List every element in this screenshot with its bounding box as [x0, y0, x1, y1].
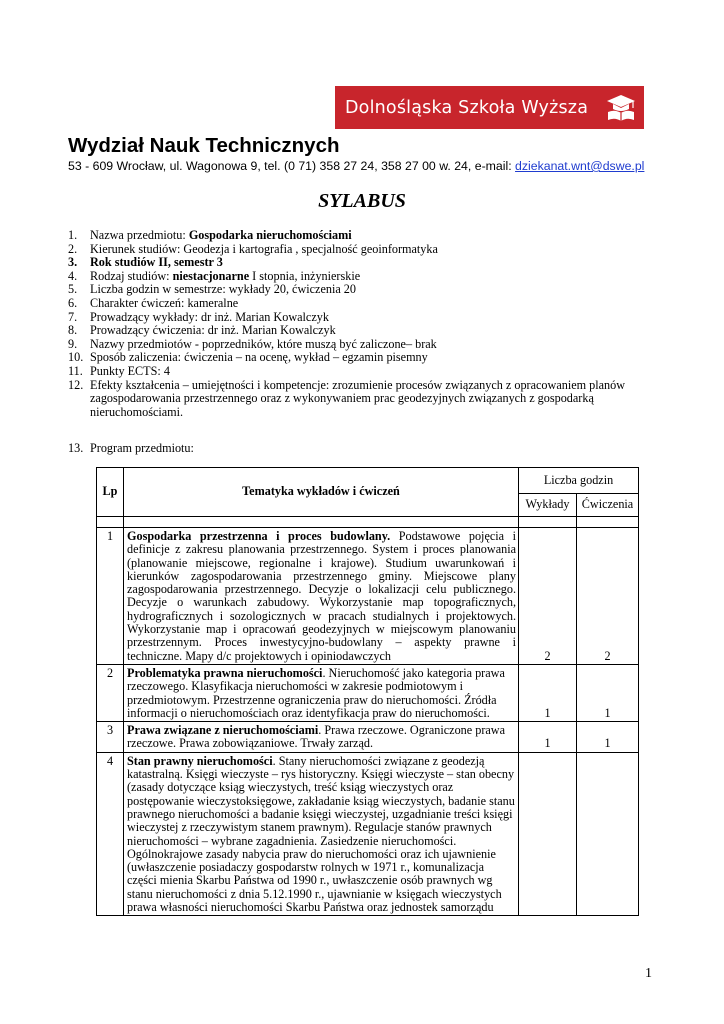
row-lp: 2 [97, 664, 124, 721]
row-exercises: 2 [577, 528, 639, 665]
syllabus-items [68, 229, 638, 419]
row-lp: 3 [97, 722, 124, 753]
syllabus-item: 5. Liczba godzin w semestrze: wykłady 20, ćwiczenia 20 [68, 282, 356, 297]
row-topic: Stan prawny nieruchomości. Stany nieruchomości związane z geodezją katastralną. Księgi wieczyste – rys historyczny. Księgi wieczyste – stan obecny (zasady dotyczące ksiąg wieczystych, treść ksiąg wieczystych oraz postępowanie wieczystoksięgowe, zakładanie ksiąg wieczystych, badanie stanu prawnego nieruchomości a badanie księgi wieczystej, uzgadnianie treści księgi wieczystej z rzeczywistym stanem prawnym). Regulacje stanów prawnych nieruchomości – wybrane zagadnienia. Zasiedzenie nieruchomości. Ogólnokrajowe zasady nabycia praw do nieruchomości oraz ich ujawnienie (uwłaszczenie posiadaczy gospodarstw rolnych w 1971 r., komunalizacja części mienia Skarbu Państwa od 1990 r., uwłaszczenie osób prawnych wg stanu nieruchomości z dnia 5.12.1990 r., ujawnianie w księgach wieczystych prawa własności nieruchomości Skarbu Państwa oraz jednostek samorządu [124, 752, 519, 916]
row-lectures: 2 [519, 528, 577, 665]
table-row [97, 752, 639, 916]
syllabus-item: 3. Rok studiów II, semestr 3 [68, 255, 223, 270]
syllabus-item: 10. Sposób zaliczenia: ćwiczenia – na ocenę, wykład – egzamin pisemny [68, 350, 428, 365]
email-link[interactable]: dziekanat.wnt@dswe.pl [515, 159, 645, 173]
syllabus-item: 9. Nazwy przedmiotów - poprzedników, które muszą być zaliczone– brak [68, 336, 437, 351]
page-number: 1 [645, 966, 652, 981]
program-heading: 13. Program przedmiotu: [68, 441, 194, 455]
row-lectures: 1 [519, 722, 577, 753]
row-topic: Problematyka prawna nieruchomości. Nieruchomość jako kategoria prawa rzeczowego. Klasyfikacja nieruchomości w zakresie podmiotowym i przedmiotowym. Przestrzenne ograniczenia praw do nieruchomości. Źródła informacji o nieruchomościach oraz identyfikacja praw do nieruchomości. [124, 664, 519, 721]
header-topic: Tematyka wykładów i ćwiczeń [124, 468, 519, 517]
syllabus-item: 11. Punkty ECTS: 4 [68, 363, 170, 378]
syllabus-item: 8. Prowadzący ćwiczenia: dr inż. Marian Kowalczyk [68, 323, 336, 338]
header-exercises: Ćwiczenia [577, 494, 639, 517]
row-exercises: 1 [577, 722, 639, 753]
syllabus-item: 1. Nazwa przedmiotu: Gospodarka nieruchomościami [68, 228, 352, 242]
school-banner [335, 86, 644, 129]
row-lectures [519, 752, 577, 916]
school-name: Dolnośląska Szkoła Wyższa [345, 97, 589, 118]
syllabus-item: 6. Charakter ćwiczeń: kameralne [68, 295, 239, 310]
table-row [97, 528, 639, 665]
graduation-cap-book-icon [604, 91, 638, 124]
spacer-row [97, 517, 639, 528]
row-exercises [577, 752, 639, 916]
syllabus-item: 4. Rodzaj studiów: niestacjonarne I stopnia, inżynierskie [68, 268, 361, 283]
faculty-address: 53 - 609 Wrocław, ul. Wagonowa 9, tel. (0 71) 358 27 24, 358 27 00 w. 24, e-mail: dziekanat.wnt@dswe.pl [68, 159, 645, 173]
program-table [96, 467, 639, 916]
row-lp: 1 [97, 528, 124, 665]
syllabus-item: 2. Kierunek studiów: Geodezja i kartografia , specjalność geoinformatyka [68, 241, 438, 256]
row-lp: 4 [97, 752, 124, 916]
header-lectures: Wykłady [519, 494, 577, 517]
row-exercises: 1 [577, 664, 639, 721]
row-topic: Gospodarka przestrzenna i proces budowlany. Podstawowe pojęcia i definicje z zakresu planowania przestrzennego. System i proces planowania (planowanie miejscowe, regionalne i krajowe). Studium uwarunkowań i kierunków zagospodarowania przestrzennego gminy. Miejscowe plany zagospodarowania przestrzennego. Decyzje o lokalizacji celu publicznego. Decyzje o warunkach zabudowy. Wykorzystanie map topograficznych, hydrograficznych i sozologicznych w pracach studialnych i projektowych. Wykorzystanie map i opracowań geodezyjnych w miejscowym planowaniu przestrzennym. Proces inwestycyjno-budowlany – aspekty prawne i techniczne. Mapy d/c projektowych i opiniodawczych [124, 528, 519, 665]
row-lectures: 1 [519, 664, 577, 721]
syllabus-item: 7. Prowadzący wykłady: dr inż. Marian Kowalczyk [68, 309, 329, 324]
faculty-title: Wydział Nauk Technicznych [68, 134, 340, 157]
document-title: SYLABUS [318, 190, 406, 212]
table-row [97, 722, 639, 753]
header-hours: Liczba godzin [519, 468, 639, 494]
header-lp: Lp [97, 468, 124, 517]
row-topic: Prawa związane z nieruchomościami. Prawa rzeczowe. Ograniczone prawa rzeczowe. Prawa zobowiązaniowe. Trwały zarząd. [124, 722, 519, 753]
table-row [97, 664, 639, 721]
syllabus-item: 12. Efekty kształcenia – umiejętności i kompetencje: zrozumienie procesów związanych z opracowaniem planów zagospodarowania przestrzennego oraz z wykonywaniem prac geodezyjnych związanych z gospodarką nieruchomościami. [68, 377, 626, 419]
